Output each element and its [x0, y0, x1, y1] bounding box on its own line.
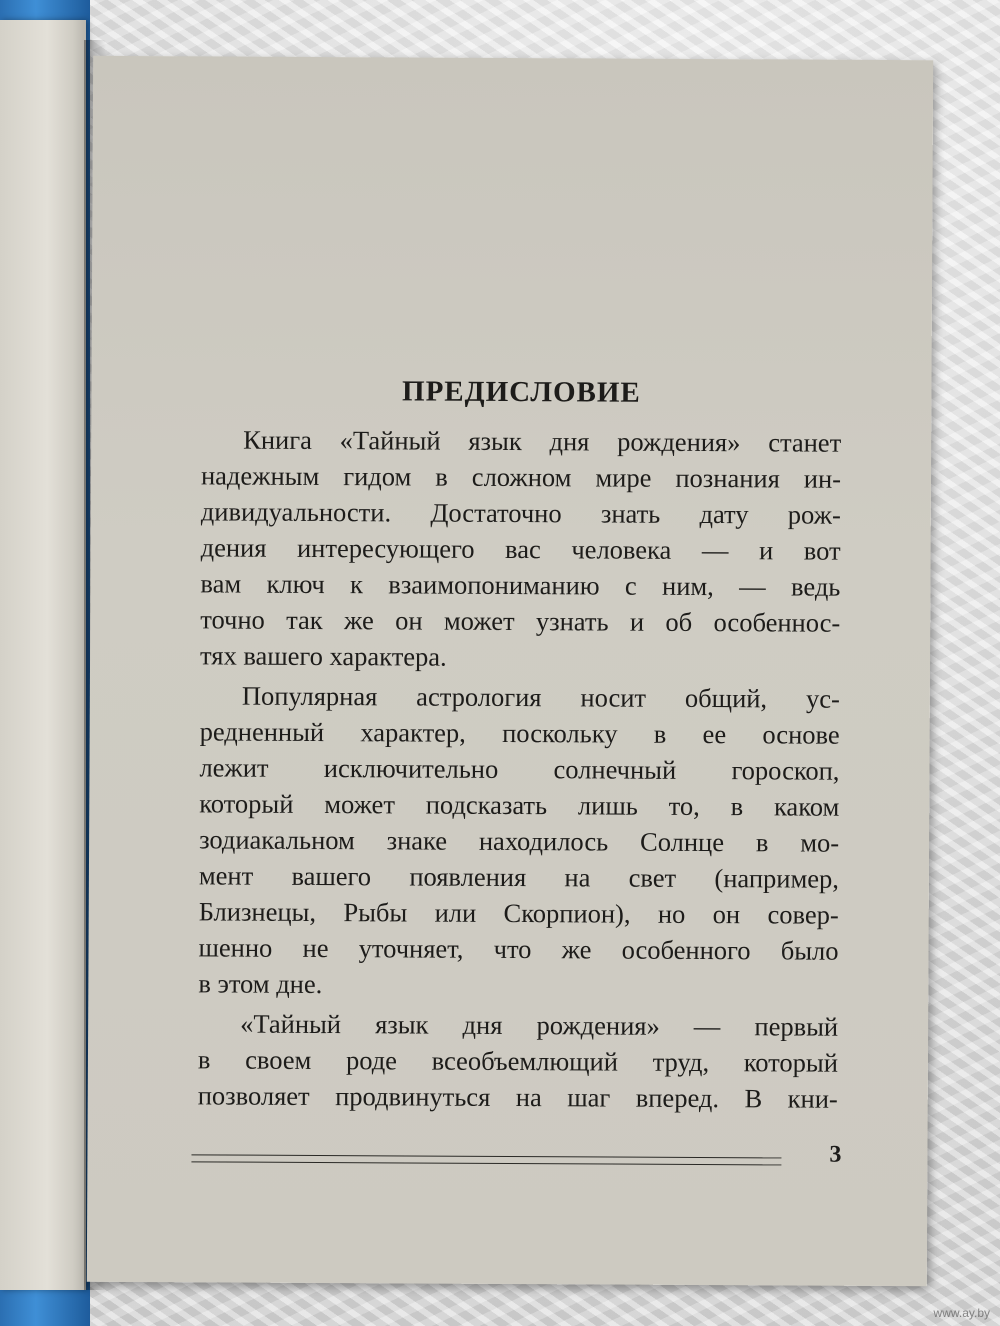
text-line: дения интересующего вас человека — и вот — [200, 532, 841, 566]
text-line: редненный характер, поскольку в ее основе — [199, 716, 840, 750]
page-text — [198, 374, 842, 1120]
watermark: www.ay.by — [933, 1306, 990, 1320]
text-line: в этом дне. — [198, 968, 323, 1000]
text-line: мент вашего появления на свет (например, — [198, 860, 839, 894]
text-line: который может подсказать лишь то, в каком — [199, 788, 840, 822]
paragraph-1 — [200, 421, 841, 676]
text-line: Близнецы, Рыбы или Скорпион), но он совер- — [198, 896, 839, 930]
text-line: шенно не уточняет, что же особенного было — [198, 932, 839, 966]
text-line: «Тайный язык дня рождения» — первый — [240, 1008, 839, 1042]
text-line: в своем роде всеобъемлющий труд, который — [197, 1044, 839, 1078]
paragraph-2 — [198, 677, 840, 1004]
page-heading: ПРЕДИСЛОВИЕ — [401, 375, 641, 409]
book-page — [87, 56, 933, 1286]
text-line: Книга «Тайный язык дня рождения» станет — [243, 424, 842, 458]
text-line: зодиакальном знаке находилось Солнце в мо- — [199, 824, 840, 858]
rule-line — [191, 1154, 781, 1158]
page-number: 3 — [829, 1141, 842, 1168]
footer-rule — [191, 1154, 781, 1171]
text-line: тях вашего характера. — [199, 640, 447, 672]
text-line: лежит исключительно солнечный гороскоп, — [199, 752, 840, 786]
text-line: дивидуальности. Достаточно знать дату рож- — [200, 496, 841, 530]
left-page — [0, 20, 86, 1290]
paragraph-3 — [198, 1005, 839, 1116]
text-line: точно так же он может узнать и об особеннос- — [200, 604, 841, 638]
text-line: надежным гидом в сложном мире познания ин- — [200, 460, 842, 494]
rule-line — [191, 1161, 781, 1165]
text-line: позволяет продвинуться на шаг вперед. В кни- — [197, 1080, 838, 1114]
text-line: вам ключ к взаимопониманию с ним, — ведь — [200, 568, 841, 602]
text-line: Популярная астрология носит общий, ус- — [241, 680, 840, 714]
